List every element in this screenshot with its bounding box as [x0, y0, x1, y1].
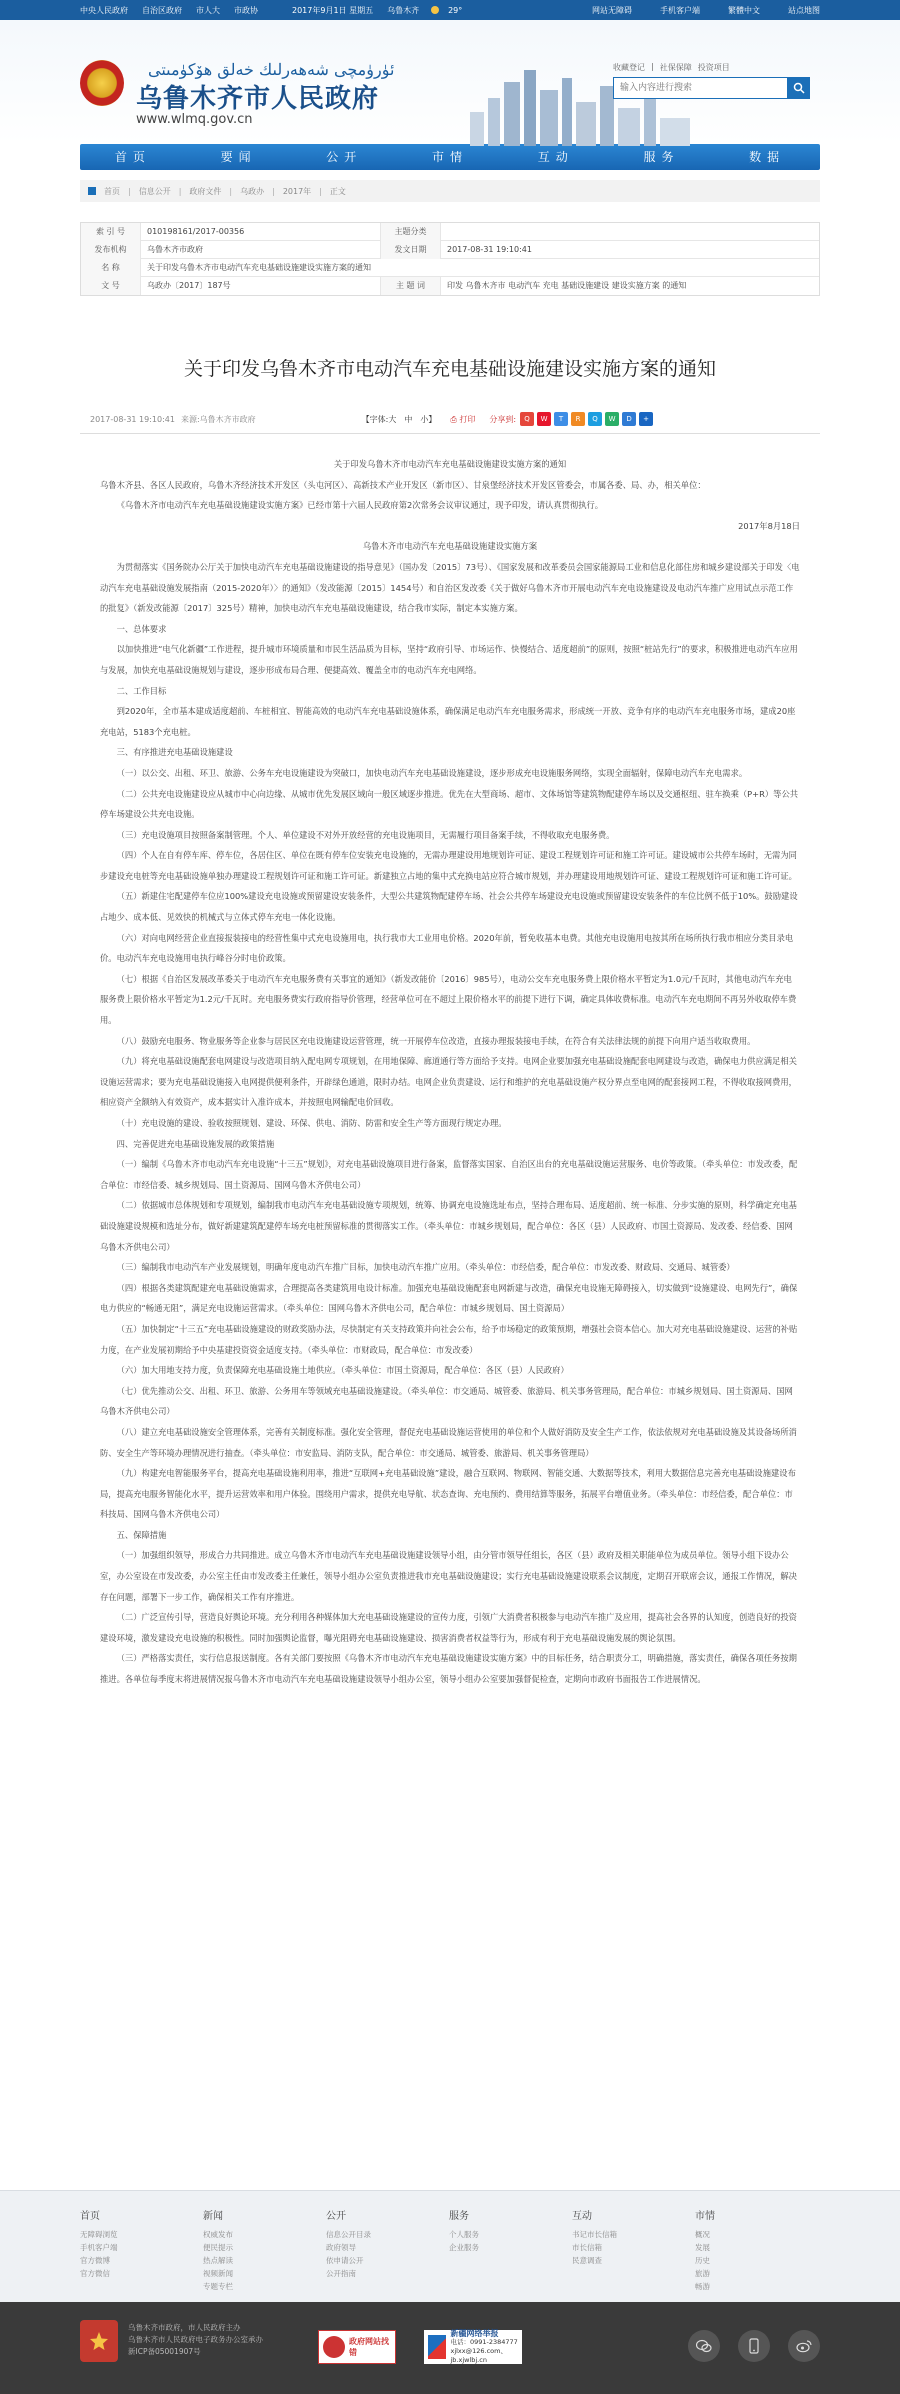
national-emblem-icon	[80, 60, 124, 106]
city-skyline-image	[460, 62, 700, 146]
top-links	[80, 5, 258, 16]
article-paragraph: （二）公共充电设施建设应从城市中心向边缘、从城市优先发展区域向一般区域逐步推进。优先在大型商场、超市、文体场馆等建筑物配建停车场以及交通枢纽、驻车换乘（P+R）等公共停车场建设公共充电设施。	[100, 788, 799, 820]
home-icon	[88, 187, 96, 195]
footer-link[interactable]: 热点解读	[203, 2256, 233, 2265]
weather-city: 乌鲁木齐	[387, 5, 420, 15]
footer-link[interactable]: 手机客户端	[80, 2243, 118, 2252]
renren-icon[interactable]: R	[571, 412, 585, 426]
article-paragraph: （二）依据城市总体规划和专项规划，编制我市电动汽车充电基础设施专项规划，统筹、协调充电设施选址布点，坚持合理布局、适度超前、统一标准、分步实施的原则，科学确定充电基础设施建设规模和选址分布，做好新建建筑配建停车场充电桩预留标准的贯彻落实工作。（牵头单位：市城乡规划局，配合单位：各区（县）人民政府、市国土资源局、发改委、经信委、国网乌鲁木齐供电公司）	[100, 1200, 797, 1252]
article-title: 关于印发乌鲁木齐市电动汽车充电基础设施建设实施方案的通知	[183, 358, 716, 380]
nav-home[interactable]: 首页	[114, 150, 151, 164]
link-social-security[interactable]: 社保保障	[659, 63, 692, 72]
footer-column	[449, 2207, 572, 2293]
article-paragraph: 以加快推进“电气化新疆”工作进程，提升城市环境质量和市民生活品质为目标，坚持“政府引导、市场运作、快慢结合、适度超前”的原则，按照“桩站先行”的要求，积极推进电动汽车应用与发展，加快充电基础设施规划与建设，逐步形成布局合理、便捷高效、覆盖全市的电动汽车充电网络。	[100, 644, 798, 675]
article-paragraph: 五、保障措施	[116, 1529, 167, 1540]
search-button[interactable]	[788, 77, 810, 99]
article-paragraph: 到2020年，全市基本建成适度超前、车桩相宜、智能高效的电动汽车充电基础设施体系，确保满足电动汽车充电服务需求，形成统一开放、竞争有序的电动汽车充电服务市场，建成20座充电站，5183个充电桩。	[100, 706, 796, 737]
footer-link[interactable]: 历史	[695, 2256, 710, 2265]
article-paragraph: （三）编制我市电动汽车产业发展规划，明确年度电动汽车推广目标，加快电动汽车推广应用。（牵头单位：市经信委，配合单位：市发改委、财政局、交通局、城管委）	[116, 1262, 735, 1273]
info-value: 010198161/2017-00356	[141, 223, 381, 241]
icp-number[interactable]: 新ICP备05001907号	[128, 2347, 201, 2356]
article-paragraph: （六）对向电网经营企业直接报装接电的经营性集中式充电设施用电，执行我市大工业用电价格。2020年前，暂免收基本电费。其他充电设施用电按其所在场所执行我市相应分类目录电价。电动汽车充电设施用电执行峰谷分时电价政策。	[100, 932, 794, 964]
article-paragraph: （四）根据各类建筑配建充电基础设施需求，合理提高各类建筑用电设计标准。加强充电基础设施配套电网新建与改造，确保充电设施无障碍接入，切实做到“设施建设、电网先行”，确保电力供应的“畅通无阻”，满足充电设施运营需求。（牵头单位：国网乌鲁木齐供电公司，配合单位：市城乡规划局、国土资源局）	[100, 1282, 798, 1314]
footer-link[interactable]: 信息公开目录	[326, 2230, 371, 2239]
nav-interact[interactable]: 互动	[537, 150, 574, 164]
search-input[interactable]	[613, 77, 788, 99]
footer-column	[326, 2207, 449, 2293]
article-paragraph: （一）编制《乌鲁木齐市电动汽车充电设施“十三五”规划》，对充电基础设施项目进行备案，监督落实国家、自治区出台的充电基础设施运营服务、电价等政策。（牵头单位：市发改委，配合单位：市经信委、城乡规划局、国土资源局、国网乌鲁木齐供电公司）	[100, 1159, 798, 1190]
info-key: 发文日期	[381, 241, 441, 259]
report-badge-icon	[428, 2335, 446, 2359]
share-label: 分享到:	[489, 414, 517, 424]
article-paragraph: 《乌鲁木齐市电动汽车充电基础设施建设实施方案》已经市第十六届人民政府第2次常务会议审议通过，现予印发，请认真贯彻执行。	[116, 500, 604, 511]
footer-link[interactable]: 官方微博	[80, 2256, 110, 2265]
link-investment[interactable]: 投资项目	[697, 63, 730, 72]
gov-badge-icon	[323, 2336, 345, 2358]
nav-data[interactable]: 数据	[749, 150, 786, 164]
nav-city[interactable]: 市情	[432, 150, 469, 164]
footer-social-icons	[688, 2330, 820, 2362]
footer-link[interactable]: 权威发布	[203, 2230, 233, 2239]
org-line: 乌鲁木齐市人民政府电子政务办公室承办	[128, 2335, 263, 2344]
link-city-congress[interactable]: 市人大	[196, 5, 220, 15]
footer-link[interactable]: 公开指南	[326, 2269, 356, 2278]
meta-divider	[80, 433, 820, 434]
breadcrumb-office[interactable]: 乌政办	[240, 186, 265, 196]
footer-column	[80, 2207, 203, 2293]
info-value: 乌政办〔2017〕187号	[141, 277, 381, 295]
search-box	[613, 77, 810, 99]
link-separator: |	[651, 62, 654, 71]
nav-open[interactable]: 公开	[326, 150, 363, 164]
article-paragraph: 关于印发乌鲁木齐市电动汽车充电基础设施建设实施方案的通知	[333, 459, 567, 469]
article-paragraph: 2017年8月18日	[738, 520, 800, 531]
breadcrumb-year[interactable]: 2017年	[282, 186, 312, 196]
info-key: 文 号	[81, 277, 141, 295]
douban-icon[interactable]: D	[622, 412, 636, 426]
footer-link[interactable]: 无障碍浏览	[80, 2230, 118, 2239]
wechat-icon[interactable]	[688, 2330, 720, 2362]
article-paragraph: （五）加快制定“十三五”充电基础设施建设的财政奖励办法，尽快制定有关支持政策并向社会公布，给予市场稳定的政策预期，增强社会资本信心。加大对充电基础设施建设、运营的补贴力度，在产业发展初期给予中央基建投资资金适度支持。（牵头单位：市财政局，配合单位：市发改委）	[100, 1323, 798, 1355]
article-paragraph: （四）个人在自有停车库、停车位，各居住区、单位在既有停车位安装充电设施的，无需办理建设用地规划许可证、建设工程规划许可证和施工许可证。建设城市公共停车场时，无需为同步建设充电桩等充电基础设施单独办理建设工程规划许可证和施工许可证。新建独立占地的集中式充换电站应符合城市规划，并办理建设用地规划许可证、建设工程规划许可证和施工许可证。	[100, 850, 797, 881]
article-paragraph: （二）广泛宣传引导，营造良好舆论环境。充分利用各种媒体加大充电基础设施建设的宣传力度，引领广大消费者积极参与电动汽车推广及应用，提高社会各界的认知度，创造良好的投资建设环境，激发建设充电设施的积极性。同时加强舆论监督，曝光阻碍充电基础设施建设、损害消费者权益等行为，形成有利于充电基础设施发展的舆论氛围。	[100, 1612, 797, 1643]
font-size-control[interactable]: 【字体:大 中 小】	[361, 414, 437, 424]
footer-column-title[interactable]: 新闻	[203, 2211, 223, 2222]
breadcrumb	[80, 180, 820, 202]
article-paragraph: （七）优先推动公交、出租、环卫、旅游、公务用车等领域充电基础设施建设。（牵头单位：市交通局、城管委、旅游局、机关事务管理局，配合单位：市城乡规划局、国土资源局、国网乌鲁木齐供电公司）	[100, 1385, 793, 1417]
footer-column	[572, 2207, 695, 2293]
main-nav	[80, 144, 820, 170]
footer-column	[203, 2207, 326, 2293]
link-traditional-chinese[interactable]: 繁體中文	[728, 5, 760, 15]
gov-site-error-badge[interactable]	[318, 2330, 396, 2364]
site-header	[0, 20, 900, 144]
temperature: 29°	[448, 5, 463, 15]
site-footer	[0, 2190, 900, 2302]
article-paragraph: 四、完善促进充电基础设施发展的政策措施	[116, 1138, 275, 1149]
footer-column-title[interactable]: 公开	[326, 2211, 346, 2222]
wechat-icon[interactable]: W	[605, 412, 619, 426]
footer-link[interactable]: 企业服务	[449, 2243, 479, 2252]
breadcrumb-separator: |	[319, 186, 322, 196]
footer-column-title[interactable]: 互动	[572, 2211, 592, 2222]
footer-column	[695, 2207, 818, 2293]
info-value	[441, 223, 801, 241]
info-key: 索 引 号	[81, 223, 141, 241]
breadcrumb-separator: |	[229, 186, 233, 196]
org-line: 乌鲁木齐市政府，市人民政府主办	[128, 2323, 241, 2332]
more-share-icon[interactable]: +	[639, 412, 653, 426]
publish-date: 2017-08-31 19:10:41	[90, 414, 175, 424]
footer-link[interactable]: 民意调查	[572, 2256, 602, 2265]
article-paragraph: （一）加强组织领导，形成合力共同推进。成立乌鲁木齐市电动汽车充电基础设施建设领导小组，由分管市领导任组长，各区（县）政府及相关职能单位为成员单位。领导小组下设办公室，办公室设在市发改委，办公室主任由市发改委主任兼任，领导小组办公室负责推进我市充电基础设施建设；实行充电基础设施建设联系会议制度，定期召开联席会议，通报工作情况，解决存在问题，部署下一步工作，确保相关工作有序推进。	[100, 1550, 797, 1602]
link-mobile-client[interactable]: 手机客户端	[660, 5, 700, 15]
nav-service[interactable]: 服务	[643, 150, 680, 164]
article-paragraph: 二、工作目标	[116, 685, 167, 696]
info-value: 印发 乌鲁木齐市 电动汽车 充电 基础设施建设 建设实施方案 的通知	[447, 281, 687, 290]
article-paragraph: （十）充电设施的建设、验收按照规划、建设、环保、供电、消防、防雷和安全生产等方面现行规定办理。	[116, 1118, 507, 1128]
footer-link[interactable]: 官方微信	[80, 2269, 110, 2278]
qq-icon[interactable]: Q	[588, 412, 602, 426]
site-title: 乌鲁木齐市人民政府	[136, 84, 380, 114]
info-key: 发布机构	[81, 241, 141, 259]
document-info-table	[80, 222, 820, 296]
report-badge-email: xjlxx@126.com、jb.xjwlbj.cn	[450, 2347, 507, 2364]
article-source: 来源:乌鲁木齐市政府	[180, 414, 256, 424]
article-paragraph: 三、有序推进充电基础设施建设	[116, 747, 233, 758]
print-label: 打印	[459, 414, 476, 424]
article-paragraph: 一、总体要求	[116, 623, 167, 634]
report-badge[interactable]	[424, 2330, 522, 2364]
info-key: 名 称	[81, 259, 141, 277]
article-paragraph: 乌鲁木齐县、各区人民政府，乌鲁木齐经济技术开发区（头屯河区）、高新技术产业开发区（新市区）、甘泉堡经济技术开发区管委会，市属各委、局、办，相关单位：	[100, 479, 706, 490]
info-key: 主 题 词	[381, 277, 441, 295]
footer-link[interactable]: 个人服务	[449, 2230, 479, 2239]
breadcrumb-gov-docs[interactable]: 政府文件	[189, 186, 222, 196]
footer-link[interactable]: 政府领导	[326, 2243, 356, 2252]
nav-news[interactable]: 要闻	[220, 150, 257, 164]
footer-bottom	[0, 2302, 900, 2394]
info-row	[81, 259, 819, 277]
article-paragraph: （六）加大用地支持力度，负责保障充电基础设施土地供应。（牵头单位：市国土资源局，配合单位：各区（县）人民政府）	[116, 1365, 569, 1376]
footer-link[interactable]: 旅游	[695, 2269, 710, 2278]
article-paragraph: （七）根据《自治区发展改革委关于电动汽车充电服务费有关事宜的通知》（新发改能价〔2016〕985号），电动公交车充电服务费上限价格水平暂定为1.0元/千瓦时，其他电动汽车充电服务费上限价格水平暂定为1.2元/千瓦时。充电服务费实行政府指导价管理，经营单位可在不超过上限价格水平的前提下进行下调，确定具体收费标准。电动汽车充电期间不再另外收取停车费用。	[100, 973, 797, 1026]
party-emblem-icon	[80, 2320, 118, 2362]
tencent-weibo-icon[interactable]: T	[554, 412, 568, 426]
report-badge-phone: 电话：0991-2384777	[450, 2338, 518, 2346]
current-date: 2017年9月1日 星期五	[292, 5, 374, 15]
article-paragraph: （一）以公交、出租、环卫、旅游、公务车充电设施建设为突破口，加快电动汽车充电基础设施建设，逐步形成充电设施服务网络，实现全面辐射，保障电动汽车充电需求。	[116, 767, 748, 778]
article-paragraph: （三）充电设施项目按照备案制管理。个人、单位建设不对外开放经营的充电设施项目，无需履行项目备案手续，不得收取充电服务费。	[116, 829, 615, 840]
breadcrumb-home[interactable]: 首页	[104, 186, 120, 196]
weibo-icon[interactable]: W	[537, 412, 551, 426]
info-row	[81, 241, 819, 259]
footer-link[interactable]: 视频新闻	[203, 2269, 233, 2278]
sun-icon	[431, 6, 439, 14]
link-site-map[interactable]: 站点地图	[788, 5, 820, 15]
info-key: 主题分类	[381, 223, 441, 241]
article-paragraph: 为贯彻落实《国务院办公厅关于加快电动汽车充电基础设施建设的指导意见》（国办发〔2015〕73号）、《国家发展和改革委员会国家能源局工业和信息化部住房和城乡建设部关于印发〈电动汽车充电基础设施发展指南（2015-2020年）〉的通知》（发改能源〔2015〕1454号）和自治区发改委《关于做好乌鲁木齐市开展电动汽车充电设施建设及电动汽车推广应用试点示范工作的批复》（新发改能源〔2017〕325号）精神，加快电动汽车充电基础设施建设，结合我市实际，制定本实施方案。	[100, 561, 800, 614]
breadcrumb-info-open[interactable]: 信息公开	[138, 186, 171, 196]
breadcrumb-separator: |	[272, 186, 275, 196]
footer-link[interactable]: 畅游	[695, 2282, 710, 2291]
search-icon	[793, 82, 805, 94]
weibo-icon[interactable]	[788, 2330, 820, 2362]
footer-link[interactable]: 发展	[695, 2243, 710, 2252]
footer-link[interactable]: 书记市长信箱	[572, 2230, 617, 2239]
footer-link[interactable]: 依申请公开	[326, 2256, 364, 2265]
header-links	[613, 62, 730, 73]
footer-column-title[interactable]: 首页	[80, 2211, 100, 2222]
footer-link[interactable]: 市长信箱	[572, 2243, 602, 2252]
article-paragraph: （八）鼓励充电服务、物业服务等企业参与居民区充电设施建设运营管理，统一开展停车位改造，直接办理报装接电手续，在符合有关法律法规的前提下向用户适当收取费用。	[116, 1035, 756, 1046]
breadcrumb-separator: |	[128, 186, 131, 196]
footer-link[interactable]: 便民提示	[203, 2243, 233, 2252]
link-accessibility[interactable]: 网站无障碍	[592, 5, 632, 15]
info-row	[81, 277, 819, 295]
article-paragraph: （三）严格落实责任，实行信息报送制度。各有关部门要按照《乌鲁木齐市电动汽车充电基础设施建设实施方案》中的目标任务，结合职责分工，明确措施，落实责任，确保各项任务按期推进。各单位每季度末将进展情况报乌鲁木齐市电动汽车充电基础设施建设领导小组办公室，领导小组办公室要加强督促检查，定期向市政府书面报告工作进展情况。	[100, 1653, 797, 1685]
footer-columns	[80, 2191, 820, 2293]
site-domain: www.wlmq.gov.cn	[136, 112, 253, 127]
mobile-icon[interactable]	[738, 2330, 770, 2362]
star-icon	[88, 2330, 110, 2352]
uyghur-title: ئۈرۈمچى شەھەرلىك خەلق ھۆكۈمىتى	[148, 60, 395, 79]
info-value: 2017-08-31 19:10:41	[447, 244, 532, 254]
footer-column-title[interactable]: 市情	[695, 2211, 715, 2222]
article-paragraph: 乌鲁木齐市电动汽车充电基础设施建设实施方案	[362, 541, 538, 552]
info-value: 乌鲁木齐市政府	[141, 241, 381, 259]
info-row	[81, 223, 819, 241]
article-paragraph: （九）将充电基础设施配套电网建设与改造项目纳入配电网专项规划，在用地保障、廊道通行等方面给予支持。电网企业要加强充电基础设施配套电网建设与改造，确保电力供应满足相关设施运营需求；要为充电基础设施接入电网提供便利条件，开辟绿色通道，限时办结。电网企业负责建设、运行和维护的充电基础设施产权分界点至电网的配套接网工程，不得收取接网费用，相应资产全额纳入有效资产，成本据实计入准许成本，并按照电网输配电价回收。	[100, 1056, 797, 1108]
org-info	[128, 2322, 263, 2358]
link-central-gov[interactable]: 中央人民政府	[80, 5, 128, 15]
footer-link[interactable]: 概况	[695, 2230, 710, 2239]
report-badge-title: 新疆网络举报	[450, 2329, 499, 2338]
article-body	[100, 454, 800, 1690]
footer-column-title[interactable]: 服务	[449, 2211, 469, 2222]
info-value: 关于印发乌鲁木齐市电动汽车充电基础设施建设实施方案的通知	[147, 262, 371, 272]
top-right-links	[592, 5, 820, 16]
article-paragraph: （八）建立充电基础设施安全管理体系，完善有关制度标准。强化安全管理，督促充电基础设施运营使用的单位和个人做好消防及安全生产工作，依法依规对充电基础设施及其设备场所消防、安全生产等环境办理情况进行抽查。（牵头单位：市安监局、消防支队，配合单位：市交通局、城管委、旅游局、机关事务管理局）	[100, 1426, 797, 1458]
share-icons	[520, 412, 653, 426]
link-city-cppcc[interactable]: 市政协	[234, 5, 258, 15]
top-bar	[0, 0, 900, 20]
print-button[interactable]: ⎙ 打印	[450, 414, 476, 424]
article-paragraph: （五）新建住宅配建停车位应100%建设充电设施或预留建设安装条件，大型公共建筑物配建停车场、社会公共停车场建设充电设施或预留建设安装条件的车位比例不低于10%。鼓励建设占地少、成本低、见效快的机械式与立体式停车充电一体化设施。	[100, 891, 798, 923]
footer-link[interactable]: 专题专栏	[203, 2282, 233, 2291]
breadcrumb-separator: |	[178, 186, 182, 196]
date-weather	[292, 5, 462, 16]
qzone-icon[interactable]: Q	[520, 412, 534, 426]
gov-badge-label: 政府网站找错	[349, 2337, 389, 2357]
breadcrumb-current: 正文	[329, 186, 346, 196]
article-meta	[80, 411, 820, 427]
link-favorites[interactable]: 收藏登记	[613, 63, 645, 72]
link-region-gov[interactable]: 自治区政府	[142, 5, 182, 15]
article-paragraph: （九）构建充电智能服务平台，提高充电基础设施利用率，推进“互联网+充电基础设施”建设，融合互联网、物联网、智能交通、大数据等技术，利用大数据信息完善充电基础设施建设布局，提高充电服务智能化水平，提升运营效率和用户体验。围绕用户需求，提供充电导航、状态查询、充电预约、费用结算等服务，拓展平台增值业务。（牵头单位：市经信委，配合单位：市科技局、国网乌鲁木齐供电公司）	[100, 1468, 796, 1520]
